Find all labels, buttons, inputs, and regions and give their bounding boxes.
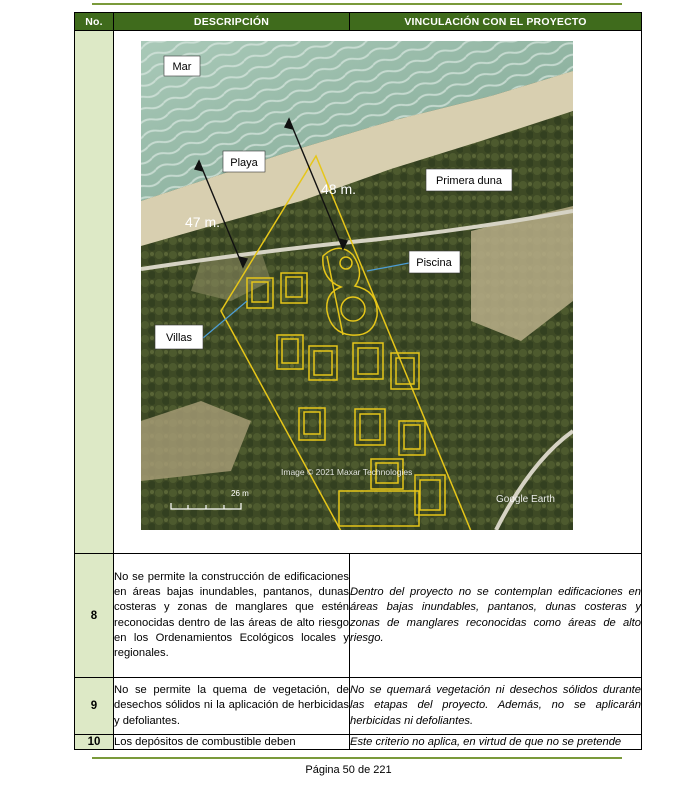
- row-number: 9: [75, 678, 114, 735]
- header-descripcion: DESCRIPCIÓN: [114, 13, 350, 31]
- table-row: [75, 554, 642, 678]
- bottom-rule: [92, 757, 622, 759]
- label-mar: Mar: [172, 61, 192, 73]
- row-number: 8: [75, 554, 114, 678]
- header-no: No.: [75, 13, 114, 31]
- row-number: 10: [75, 735, 114, 750]
- image-row-num: [75, 31, 114, 554]
- row-vinculacion: Dentro del proyecto no se contemplan edificaciones en áreas bajas inundables, pantanos, dunas costeras y zonas de manglares reconocidas como áreas de alto riesgo.: [350, 554, 642, 678]
- row-description: No se permite la construcción de edificaciones en áreas bajas inundables, pantanos, dunas costeras y zonas de manglares que estén reconocidas dentro de las áreas de alto riesgo en los Ordenamientos Ecológicos locales y regionales.: [114, 554, 350, 678]
- table-row: [75, 735, 642, 750]
- label-dist-48: 48 m.: [321, 181, 357, 197]
- row-vinculacion: Este criterio no aplica, en virtud de que no se pretende: [350, 735, 642, 750]
- table-header-row: [75, 13, 642, 31]
- satellite-image: [141, 41, 573, 530]
- row-description: Los depósitos de combustible deben: [114, 735, 350, 750]
- label-primera-duna: Primera duna: [435, 175, 503, 187]
- header-vinculacion: VINCULACIÓN CON EL PROYECTO: [350, 13, 642, 31]
- label-dist-47: 47 m.: [185, 214, 221, 230]
- label-google-earth: Google Earth: [496, 494, 555, 505]
- page-number: Página 50 de 221: [305, 764, 392, 776]
- row-vinculacion: No se quemará vegetación ni desechos sólidos durante las etapas del proyecto. Además, no se aplicarán herbicidas ni defoliantes.: [350, 678, 642, 735]
- label-villas: Villas: [165, 332, 193, 344]
- label-scale: 26 m: [231, 489, 249, 498]
- row-description: No se permite la quema de vegetación, de desechos sólidos ni la aplicación de herbicidas y defoliantes.: [114, 678, 350, 735]
- label-piscina: Piscina: [416, 257, 452, 269]
- label-playa: Playa: [230, 157, 258, 169]
- label-copyright: Image © 2021 Maxar Technologies: [281, 467, 413, 477]
- top-rule: [92, 3, 622, 5]
- table-row: [75, 678, 642, 735]
